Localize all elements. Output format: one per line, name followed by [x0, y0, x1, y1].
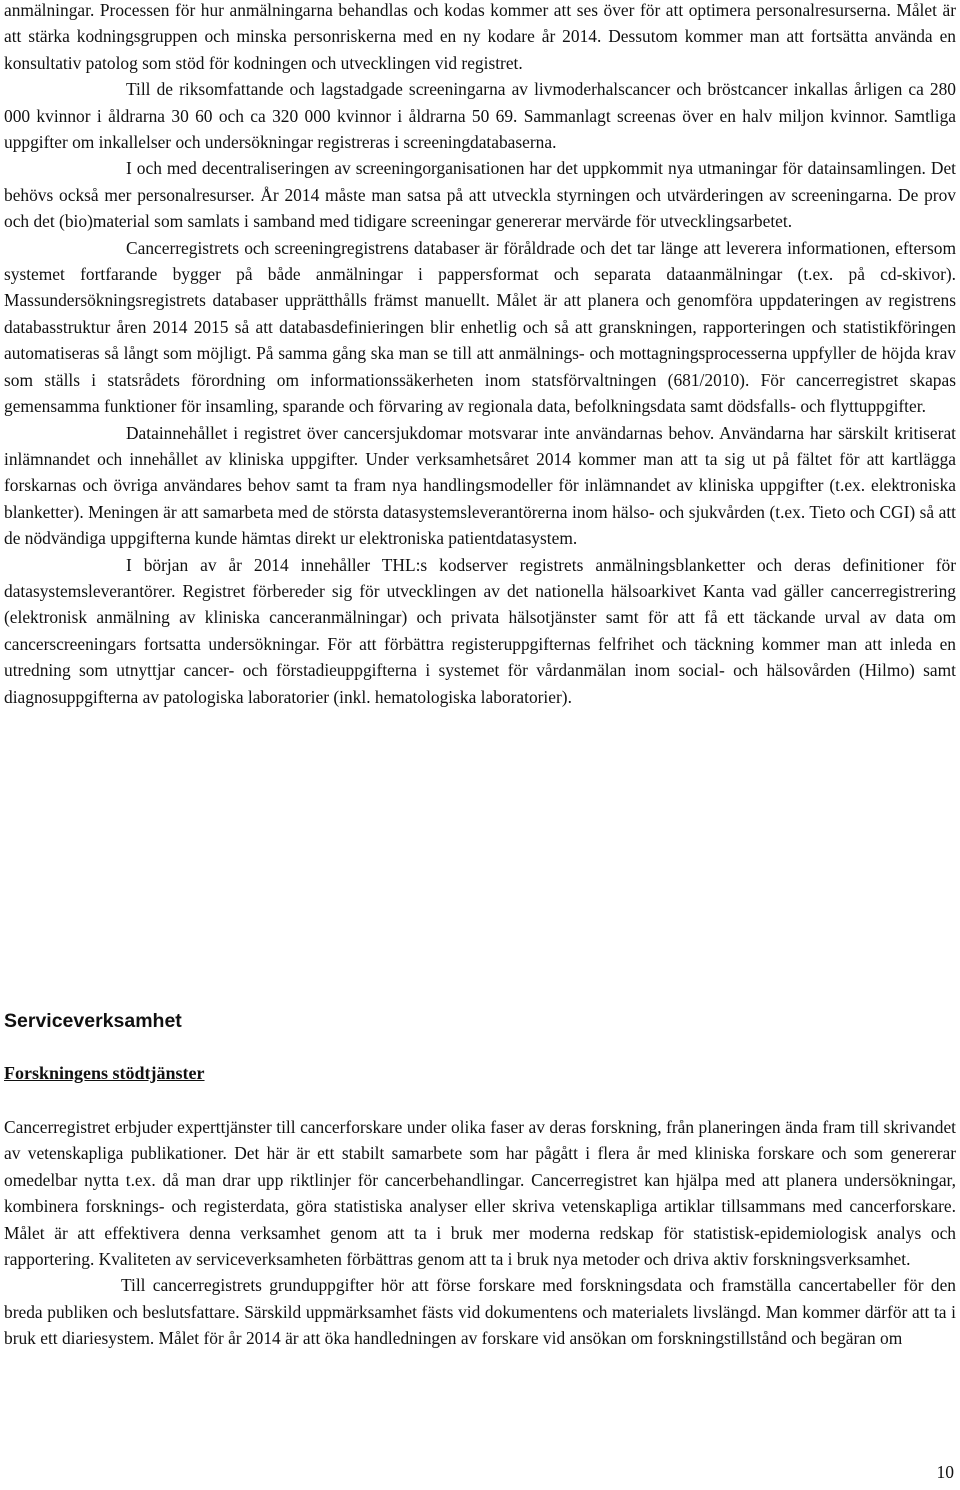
section-heading: Serviceverksamhet [4, 1010, 182, 1032]
paragraph-experttjanster: Cancerregistret erbjuder experttjänster till cancerforskare under olika faser av deras forskning, från planeringen ända fram till skrivandet av vetenskapliga publikationer. Det här är ett stabilt samarbete som har pågått i flera år med kliniska forskare och som genererar omedelbar nytta t.ex. då man drar upp riktlinjer för cancerbehandlingar. Cancerregistret kan hjälpa med att planera undersökningar, kombinera forsknings- och registerdata, göra statistiska analyser eller skriva vetenskapliga artiklar tillsammans med cancerforskare. Målet är att effektivera denna verksamhet genom att ta i bruk mer moderna redskap för statistisk-epidemiologisk analys och rapportering. Kvaliteten av serviceverksamheten förbättras genom att ta i bruk nya metoder och driva aktiv forskningsverksamhet. [4, 1117, 956, 1270]
paragraph-decentralisering: I och med decentraliseringen av screeningorganisationen har det uppkommit nya utmaningar för datainsamlingen. Det behövs också mer personalresurser. År 2014 måste man satsa på att utveckla styrningen och utvärderingen av screeningarna. De prov och det (bio)material som samlats i samband med tidigare screeningar genererar mervärde för utvecklingsarbetet. [4, 158, 956, 232]
page-number: 10 [936, 1462, 954, 1482]
subsection-heading: Forskningens stödtjänster [4, 1063, 205, 1083]
paragraph-databaser: Cancerregistrets och screeningregistrens databaser är föråldrade och det tar länge att leverera informationen, eftersom systemet fortfarande bygger på både anmälningar i pappersformat och separata dataanmälningar (t.ex. på cd-skivor). Massundersökningsregistrets databaser upprätthålls främst manuellt. Målet är att planera och genomföra uppdateringen av registrens databasstruktur åren 2014 2015 så att databasdefinieringen blir enhetlig och så att granskningen, rapporteringen och statistikföringen automatiseras så långt som möjligt. På samma gång ska man se till att anmälnings- och mottagningsprocesserna uppfyller de höjda krav som ställs i statsrådets förordning om informationssäkerheten inom statsförvaltningen (681/2010). För cancerregistret skapas gemensamma funktioner för insamling, sparande och förvaring av regionala data, befolkningsdata samt dödsfalls- och flyttuppgifter. [4, 237, 956, 417]
paragraph-screening: Till de riksomfattande och lagstadgade screeningarna av livmoderhalscancer och bröstcancer inkallas årligen ca 280 000 kvinnor i åldrarna 30 60 och ca 320 000 kvinnor i åldrarna 50 69. Sammanlagt screenas över en halv miljon kvinnor. Samtliga uppgifter om inkallelser och undersökningar registreras i screeningdatabaserna. [4, 79, 956, 153]
text-block-lower [4, 1114, 956, 1352]
text-block-upper [4, 0, 956, 710]
paragraph-kodserver: I början av år 2014 innehåller THL:s kodserver registrets anmälningsblanketter och deras definitioner för datasystemsleverantörer. Registret förbereder sig för utvecklingen av det nationella hälsoarkivet Kanta vad gäller cancerregistrering (elektronisk anmälning av kliniska canceranmälningar) och privata hälsotjänster samt för att få ett täckande urval av data om cancerscreeningars fortsatta undersökningar. För att förbättra registeruppgifternas felfrihet och täckning kommer man att inleda en utredning som utnyttjar cancer- och förstadieuppgifterna i systemet för vårdanmälan inom social- och hälsovården (Hilmo) samt diagnosuppgifterna av patologiska laboratorier (inkl. hematologiska laboratorier). [4, 554, 956, 707]
paragraph-datainnehall: Datainnehållet i registret över cancersjukdomar motsvarar inte användarnas behov. Användarna har särskilt kritiserat inlämnandet och innehållet av kliniska uppgifter. Under verksamhetsåret 2014 kommer man att ta sig ut på fältet för att kartlägga forskarnas och övriga användares behov samt ta fram nya handlingsmodeller för inlämnandet av kliniska uppgifter (t.ex. elektroniska blanketter). Meningen är att samarbeta med de största datasystemsleverantörerna inom hälso- och sjukvården (t.ex. Tieto och CGI) så att de nödvändiga uppgifterna kunde hämtas direkt ur elektroniska patientdatasystem. [4, 422, 956, 549]
paragraph-grunduppgifter: Till cancerregistrets grunduppgifter hör att förse forskare med forskningsdata och framställa cancertabeller för den breda publiken och beslutsfattare. Särskild uppmärksamhet fästs vid dokumentens och materialets livslängd. Man kommer därför att ta i bruk ett diariesystem. Målet för år 2014 är att öka handledningen av forskare vid ansökan om forskningstillstånd och begäran om [4, 1275, 956, 1349]
paragraph-kodning: anmälningar. Processen för hur anmälningarna behandlas och kodas kommer att ses över för att optimera personalresurserna. Målet är att stärka kodningsgruppen och minska personriskerna med en ny kodare år 2014. Dessutom kommer man att fortsätta använda en konsultativ patolog som stöd för kodningen och utvecklingen vid registret. [4, 0, 956, 73]
